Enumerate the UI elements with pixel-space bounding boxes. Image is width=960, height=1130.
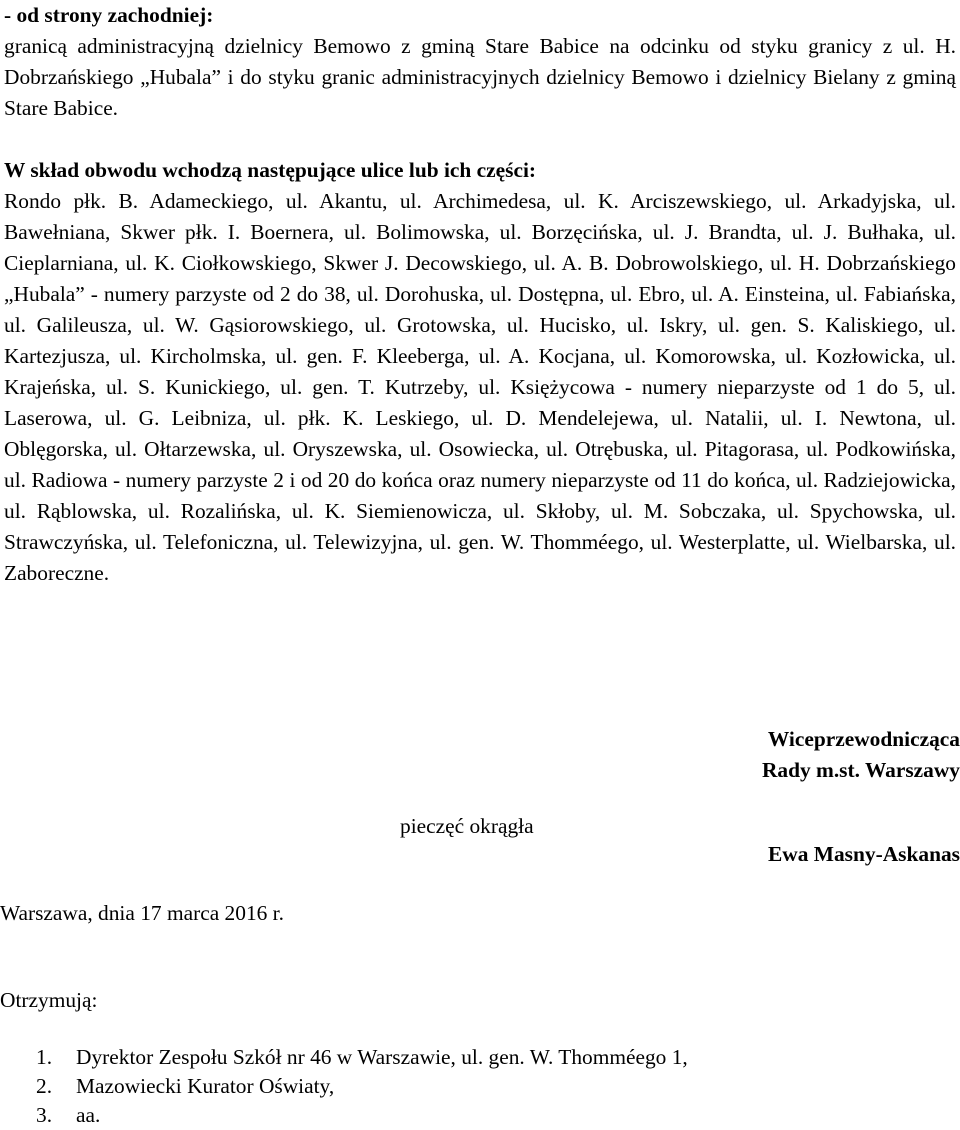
- list-item-text: Dyrektor Zespołu Szkół nr 46 w Warszawie, ul. gen. W. Thomméego 1,: [76, 1045, 688, 1069]
- list-item: [0, 1043, 688, 1072]
- recipients-list: [0, 1043, 688, 1130]
- section-west-text: granicą administracyjną dzielnicy Bemowo z gminą Stare Babice na odcinku od styku granicy z ul. H. Dobrzańskiego „Hubala” i do styku granic administracyjnych dzielnicy Bemowo i dzielnicy Bielany z gminą Stare Babice.: [4, 34, 956, 120]
- list-item-text: Mazowiecki Kurator Oświaty,: [76, 1074, 335, 1098]
- signature-title: [540, 724, 960, 786]
- stamp-note: pieczęć okrągła: [400, 814, 534, 838]
- list-item-number: 3.: [36, 1103, 53, 1127]
- signature-title-line1: Wiceprzewodnicząca: [767, 727, 960, 751]
- document-page: [4, 0, 956, 589]
- list-item-number: 2.: [36, 1074, 53, 1098]
- signatory-name: Ewa Masny-Askanas: [768, 842, 960, 866]
- list-item: [0, 1072, 688, 1101]
- streets-heading: W skład obwodu wchodzą następujące ulice lub ich części:: [4, 158, 537, 182]
- signature-title-line2: Rady m.st. Warszawy: [761, 758, 960, 782]
- recipients-title: Otrzymują:: [0, 988, 98, 1012]
- list-item-text: aa.: [76, 1103, 101, 1127]
- list-item-number: 1.: [36, 1045, 53, 1069]
- streets-list-text: Rondo płk. B. Adameckiego, ul. Akantu, ul. Archimedesa, ul. K. Arciszewskiego, ul. Arkadyjska, ul. Bawełniana, Skwer płk. I. Boernera, ul. Bolimowska, ul. Borzęcińska, ul. J. Brandta, ul. J. Bułhaka, ul. Cieplarniana, ul. K. Ciołkowskiego, Skwer J. Decowskiego, ul. A. B. Dobrowolskiego, ul. H. Dobrzańskiego „Hubala” - numery parzyste od 2 do 38, ul. Dorohuska, ul. Dostępna, ul. Ebro, ul. A. Einsteina, ul. Fabiańska, ul. Galileusza, ul. W. Gąsiorowskiego, ul. Grotowska, ul. Hucisko, ul. Iskry, ul. gen. S. Kaliskiego, ul. Kartezjusza, ul. Kircholmska, ul. gen. F. Kleeberga, ul. A. Kocjana, ul. Komorowska, ul. Kozłowicka, ul. Krajeńska, ul. S. Kunickiego, ul. gen. T. Kutrzeby, ul. Księżycowa - numery nieparzyste od 1 do 5, ul. Laserowa, ul. G. Leibniza, ul. płk. K. Leskiego, ul. D. Mendelejewa, ul. Natalii, ul. I. Newtona, ul. Oblęgorska, ul. Ołtarzewska, ul. Oryszewska, ul. Osowiecka, ul. Otrębuska, ul. Pitagorasa, ul. Podkowińska, ul. Radiowa - numery parzyste 2 i od 20 do końca oraz numery nieparzyste od 11 do końca, ul. Radziejowicka, ul. Rąblowska, ul. Rozalińska, ul. K. Siemienowicza, ul. Skłoby, ul. M. Sobczaka, ul. Spychowska, ul. Strawczyńska, ul. Telefoniczna, ul. Telewizyjna, ul. gen. W. Thomméego, ul. Westerplatte, ul. Wielbarska, ul. Zaboreczne.: [4, 189, 956, 585]
- document-date: Warszawa, dnia 17 marca 2016 r.: [0, 901, 284, 925]
- section-west-heading: - od strony zachodniej:: [4, 3, 214, 27]
